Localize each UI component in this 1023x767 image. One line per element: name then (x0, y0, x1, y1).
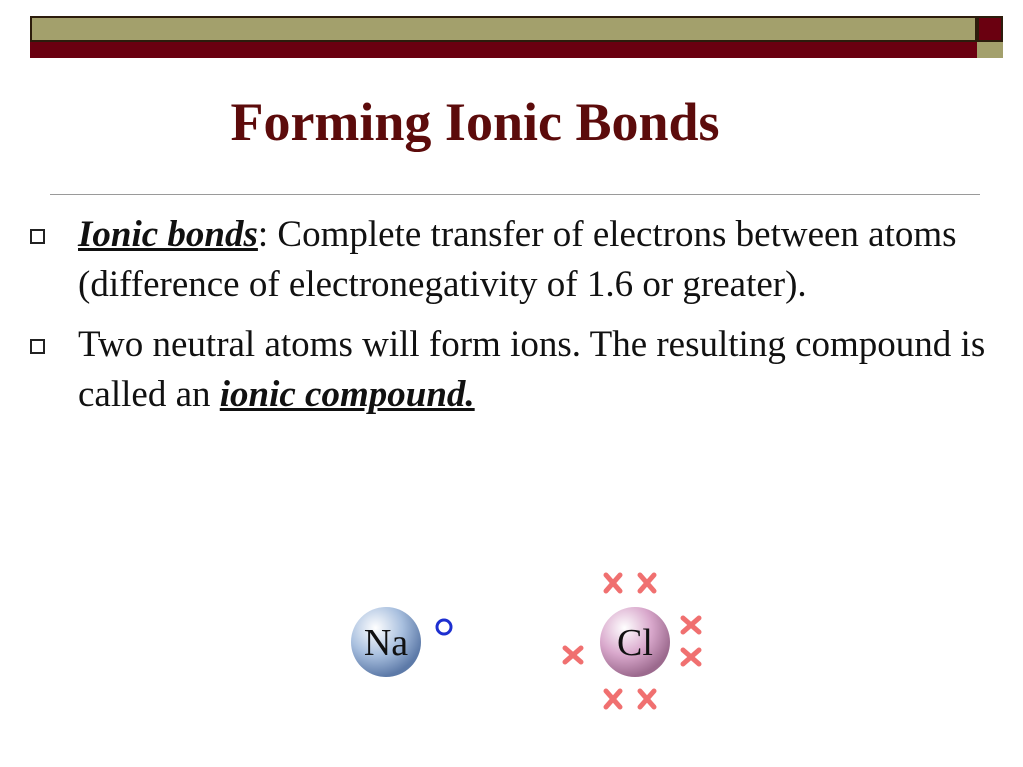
electron-dot-diagram (330, 560, 730, 720)
term-ionic-compound: ionic compound. (219, 374, 475, 415)
corner-square-maroon (977, 16, 1003, 42)
chlorine-electron-cross-icon (565, 648, 581, 662)
corner-decorative-squares (977, 16, 1003, 58)
hollow-square-bullet-icon (30, 339, 45, 354)
corner-square-olive (977, 42, 1003, 58)
bullet-ionic-compound (30, 320, 990, 420)
chlorine-electron-cross-icon (683, 618, 699, 632)
sodium-atom (351, 607, 421, 677)
slide-title: Forming Ionic Bonds (230, 92, 720, 152)
chlorine-electron-cross-icon (683, 650, 699, 664)
bullet-ionic-bonds (30, 210, 990, 310)
top-bar-maroon-band (30, 42, 977, 58)
bullet-text: Two neutral atoms will form ions. The resulting compound is called an (78, 324, 986, 415)
sodium-symbol: Na (363, 622, 409, 664)
chlorine-atom (600, 607, 670, 677)
chlorine-symbol: Cl (617, 622, 653, 664)
chlorine-electron-cross-icon (606, 575, 620, 591)
top-bar-olive-band (30, 16, 977, 42)
chlorine-electron-cross-icon (640, 575, 654, 591)
term-ionic-bonds: Ionic bonds (78, 214, 258, 255)
hollow-square-bullet-icon (30, 229, 45, 244)
bullet-list (30, 210, 990, 430)
bullet-text: : Complete transfer of electrons between atoms (difference of electronegativity of 1.6 or greater). (78, 214, 957, 305)
title-divider (50, 194, 980, 195)
sodium-valence-electron-icon (437, 620, 451, 634)
chlorine-electron-cross-icon (606, 691, 620, 707)
chlorine-electron-cross-icon (640, 691, 654, 707)
top-decorative-bar (30, 16, 977, 58)
